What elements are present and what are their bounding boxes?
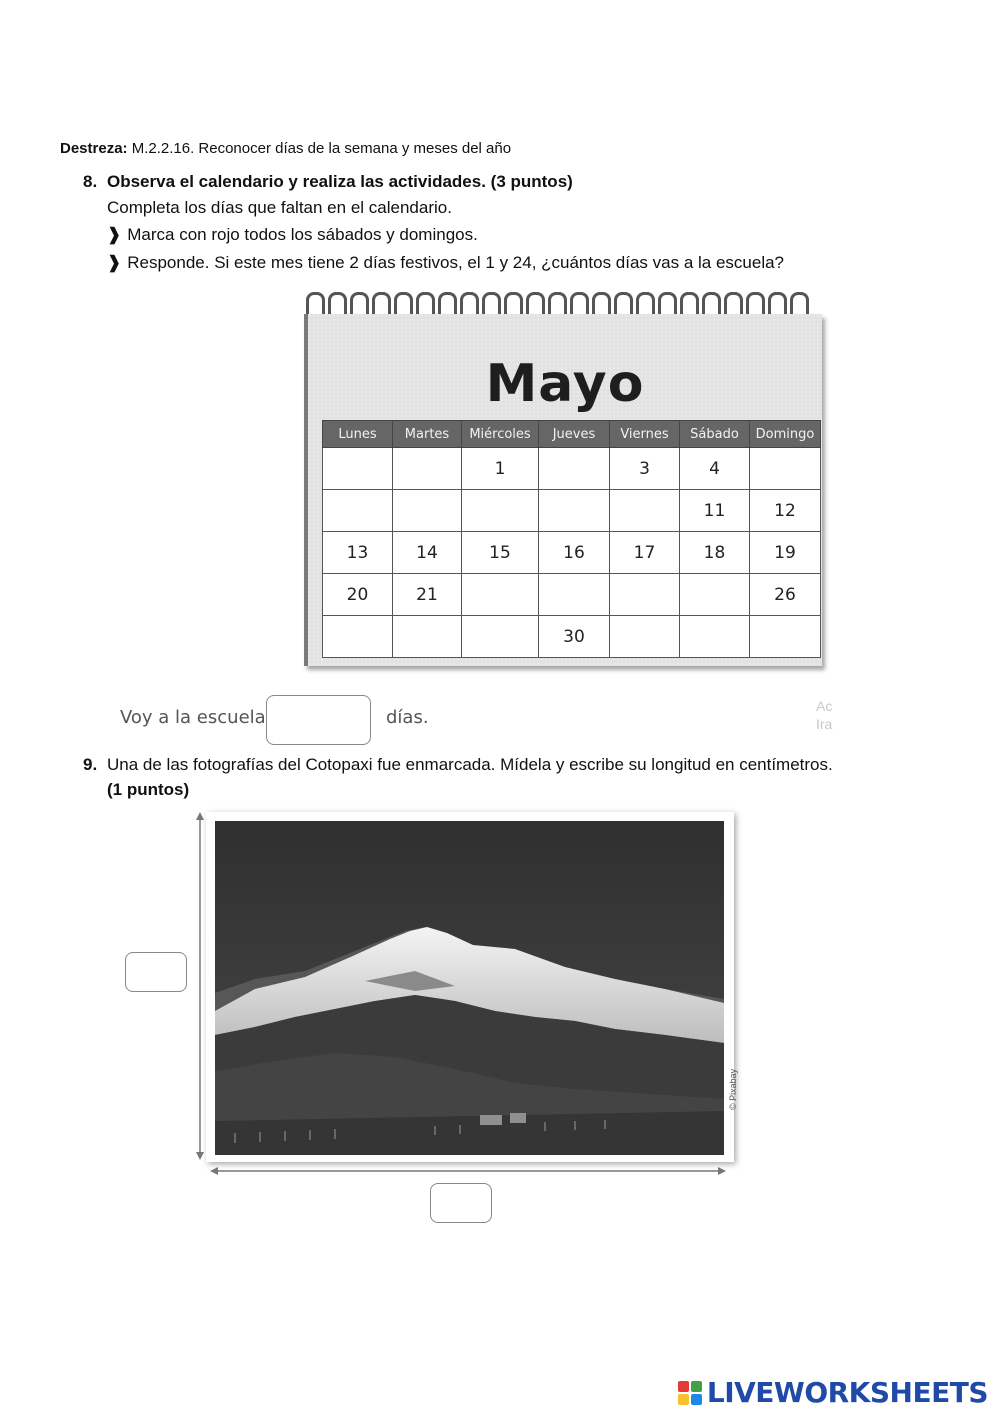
destreza-text: M.2.2.16. Reconocer días de la semana y meses del año [131, 140, 512, 157]
day-cell[interactable] [680, 616, 750, 658]
photo-credit: © Pixabay [728, 1068, 738, 1110]
width-input[interactable] [430, 1183, 492, 1223]
logo-text: LIVEWORKSHEETS [706, 1376, 988, 1409]
calendar-week-row [323, 448, 821, 490]
day-header: Domingo [750, 421, 821, 448]
day-cell[interactable] [393, 616, 462, 658]
day-cell[interactable] [610, 616, 680, 658]
calendar-week-row [323, 574, 821, 616]
day-cell[interactable] [610, 490, 680, 532]
day-header: Lunes [323, 421, 393, 448]
day-cell[interactable] [323, 490, 393, 532]
day-header: Miércoles [462, 421, 539, 448]
day-cell[interactable] [750, 616, 821, 658]
calendar-week-row [323, 616, 821, 658]
day-cell: 21 [393, 574, 462, 616]
day-cell[interactable] [323, 448, 393, 490]
answer-prefix: Voy a la escuela [120, 707, 266, 728]
day-cell[interactable] [680, 574, 750, 616]
day-header: Martes [393, 421, 462, 448]
day-header: Sábado [680, 421, 750, 448]
day-cell: 30 [539, 616, 610, 658]
day-cell: 13 [323, 532, 393, 574]
question-9-points: (1 puntos) [107, 780, 190, 799]
day-cell: 16 [539, 532, 610, 574]
day-cell: 19 [750, 532, 821, 574]
day-cell[interactable] [539, 574, 610, 616]
calendar-month: Mayo [485, 354, 645, 414]
question-8-bullet-1: ❱ Marca con rojo todos los sábados y domingos. [107, 225, 478, 244]
cotopaxi-photo [215, 821, 724, 1155]
question-9-text: Una de las fotografías del Cotopaxi fue enmarcada. Mídela y escribe su longitud en centímetros. [107, 755, 833, 774]
day-header: Jueves [539, 421, 610, 448]
day-cell: 15 [462, 532, 539, 574]
day-cell[interactable] [610, 574, 680, 616]
question-8-bullet-2: ❱ Responde. Si este mes tiene 2 días festivos, el 1 y 24, ¿cuántos días vas a la escuela? [107, 253, 785, 272]
question-9-number: 9. [83, 755, 98, 774]
day-cell[interactable] [462, 574, 539, 616]
school-days-input[interactable] [266, 695, 371, 745]
answer-suffix: días. [386, 707, 429, 728]
day-cell: 17 [610, 532, 680, 574]
day-cell: 4 [680, 448, 750, 490]
faded-overlay-text: Ac Ira [816, 698, 833, 732]
calendar-header-row [323, 421, 821, 448]
day-cell[interactable] [323, 616, 393, 658]
day-cell: 18 [680, 532, 750, 574]
day-cell[interactable] [462, 490, 539, 532]
question-8-title: Observa el calendario y realiza las actividades. (3 puntos) [107, 172, 573, 191]
calendar [300, 292, 820, 670]
question-8-number: 8. [83, 172, 98, 191]
day-cell[interactable] [539, 448, 610, 490]
width-measure-arrow [210, 1164, 726, 1178]
logo-mark-icon [678, 1381, 702, 1405]
day-header: Viernes [610, 421, 680, 448]
photo-frame [206, 812, 734, 1162]
liveworksheets-logo [678, 1376, 988, 1409]
calendar-week-row [323, 490, 821, 532]
day-cell[interactable] [393, 490, 462, 532]
day-cell: 3 [610, 448, 680, 490]
destreza-label: Destreza: [60, 140, 128, 157]
day-cell: 12 [750, 490, 821, 532]
calendar-week-row [323, 532, 821, 574]
question-8-instruction: Completa los días que faltan en el calendario. [107, 198, 452, 217]
day-cell: 11 [680, 490, 750, 532]
day-cell[interactable] [539, 490, 610, 532]
day-cell: 14 [393, 532, 462, 574]
day-cell: 20 [323, 574, 393, 616]
destreza-line [60, 140, 511, 157]
day-cell: 1 [462, 448, 539, 490]
bullet-arrow-icon: ❱ [107, 253, 122, 272]
calendar-page [304, 314, 822, 666]
day-cell[interactable] [393, 448, 462, 490]
day-cell[interactable] [462, 616, 539, 658]
day-cell: 26 [750, 574, 821, 616]
calendar-grid [322, 420, 821, 658]
bullet-arrow-icon: ❱ [107, 225, 122, 244]
height-input[interactable] [125, 952, 187, 992]
day-cell[interactable] [750, 448, 821, 490]
